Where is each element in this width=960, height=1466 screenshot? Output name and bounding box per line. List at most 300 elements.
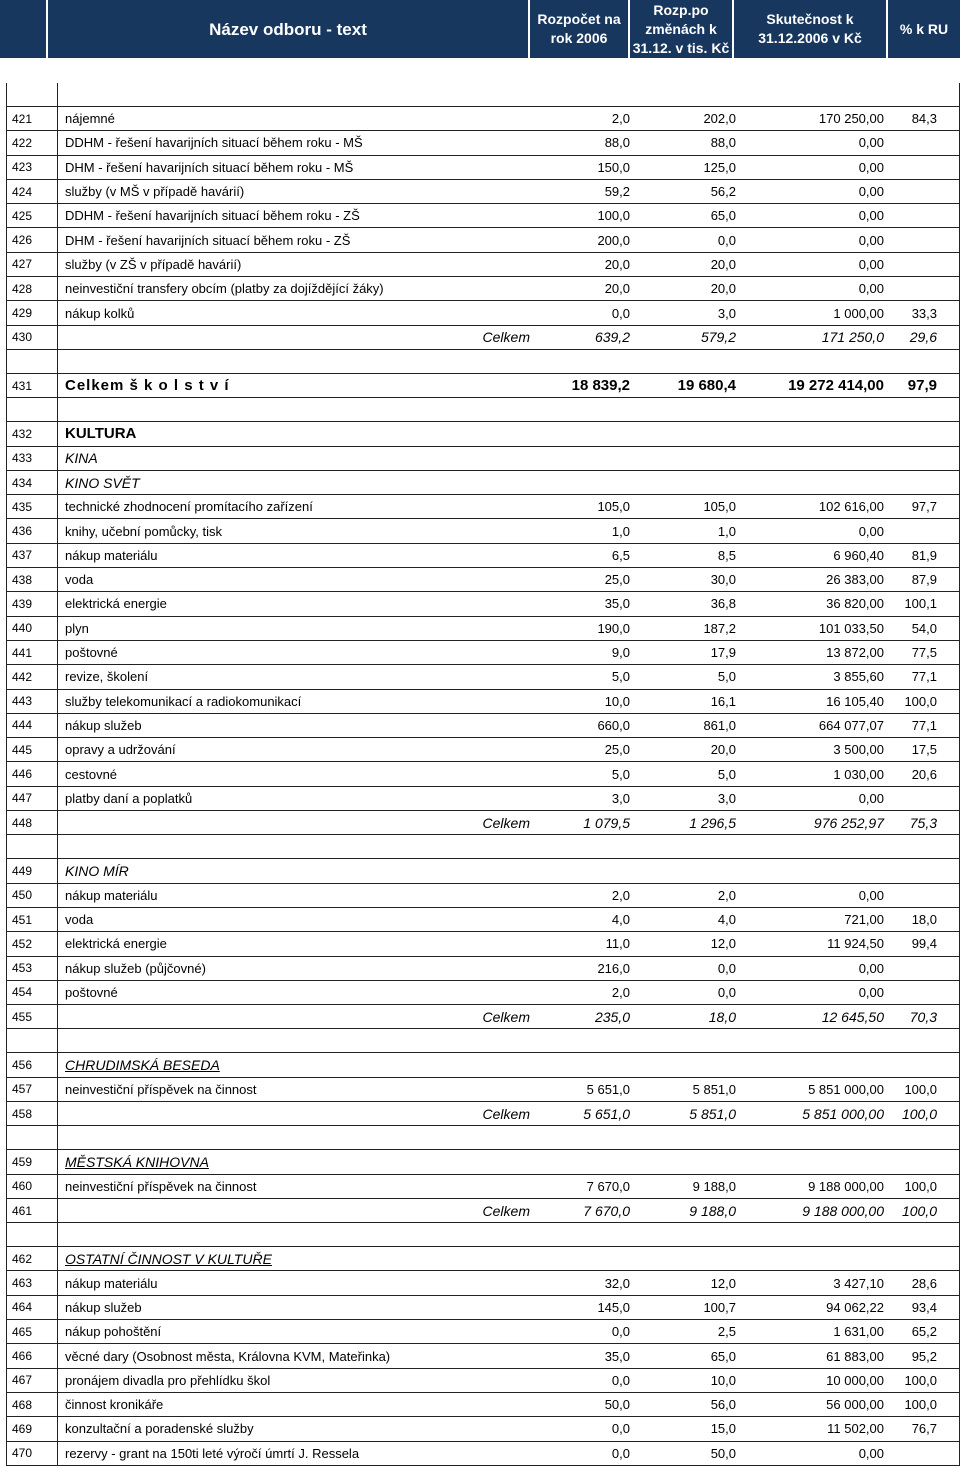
spacer-row — [6, 398, 960, 422]
row-number: 423 — [6, 156, 58, 180]
table-row — [6, 1078, 960, 1102]
header-revised-label: Rozp.po změnách k 31.12. v tis. Kč — [632, 1, 730, 56]
row-number: 430 — [6, 326, 58, 350]
row-number: 454 — [6, 981, 58, 1005]
actual-value: 0,00 — [739, 253, 887, 277]
row-name: nákup služeb — [58, 714, 532, 738]
budget-value: 216,0 — [532, 957, 633, 981]
budget-value: 9,0 — [532, 641, 633, 665]
table-header — [0, 0, 960, 63]
actual-value — [739, 1029, 887, 1053]
table-row — [6, 180, 960, 204]
row-number: 451 — [6, 908, 58, 932]
revised-value — [633, 1029, 739, 1053]
row-name: KINO MÍR — [58, 859, 532, 883]
budget-value — [532, 447, 633, 471]
percent-value — [887, 884, 960, 908]
row-number: 452 — [6, 932, 58, 956]
budget-value: 0,0 — [532, 1369, 633, 1393]
revised-value: 30,0 — [633, 568, 739, 592]
table-row — [6, 107, 960, 131]
revised-value: 18,0 — [633, 1005, 739, 1029]
percent-value — [887, 422, 960, 446]
actual-value: 0,00 — [739, 180, 887, 204]
row-name: věcné dary (Osobnost města, Královna KVM, Mateřinka) — [58, 1344, 532, 1368]
total-row — [6, 1102, 960, 1126]
revised-value: 105,0 — [633, 495, 739, 519]
table-row — [6, 641, 960, 665]
revised-value: 20,0 — [633, 277, 739, 301]
table-row — [6, 1320, 960, 1344]
budget-value: 20,0 — [532, 277, 633, 301]
percent-value: 29,6 — [887, 326, 960, 350]
actual-value — [739, 350, 887, 374]
percent-value — [887, 859, 960, 883]
actual-value — [739, 1126, 887, 1150]
actual-value — [739, 1150, 887, 1174]
percent-value: 20,6 — [887, 762, 960, 786]
table-row — [6, 762, 960, 786]
actual-value: 1 030,00 — [739, 762, 887, 786]
budget-value — [532, 422, 633, 446]
actual-value: 0,00 — [739, 519, 887, 543]
percent-value — [887, 83, 960, 107]
row-name: opravy a udržování — [58, 738, 532, 762]
percent-value — [887, 228, 960, 252]
actual-value: 13 872,00 — [739, 641, 887, 665]
budget-value: 0,0 — [532, 1442, 633, 1466]
actual-value: 9 188 000,00 — [739, 1175, 887, 1199]
row-name: cestovné — [58, 762, 532, 786]
row-number: 445 — [6, 738, 58, 762]
budget-value: 0,0 — [532, 301, 633, 325]
revised-value: 1,0 — [633, 519, 739, 543]
actual-value: 1 000,00 — [739, 301, 887, 325]
budget-value: 150,0 — [532, 156, 633, 180]
actual-value — [739, 422, 887, 446]
header-revised — [630, 0, 734, 58]
budget-value: 50,0 — [532, 1393, 633, 1417]
revised-value: 65,0 — [633, 1344, 739, 1368]
budget-value — [532, 471, 633, 495]
revised-value — [633, 1247, 739, 1271]
table-row — [6, 1344, 960, 1368]
revised-value: 16,1 — [633, 690, 739, 714]
budget-value: 145,0 — [532, 1296, 633, 1320]
actual-value — [739, 83, 887, 107]
row-number: 426 — [6, 228, 58, 252]
actual-value: 10 000,00 — [739, 1369, 887, 1393]
budget-value: 5,0 — [532, 665, 633, 689]
percent-value — [887, 1029, 960, 1053]
row-number: 457 — [6, 1078, 58, 1102]
row-name: KULTURA — [58, 422, 532, 446]
budget-value — [532, 83, 633, 107]
row-name — [58, 1029, 532, 1053]
revised-value — [633, 398, 739, 422]
row-name: nákup materiálu — [58, 1271, 532, 1295]
row-name: Celkem — [58, 326, 532, 350]
budget-value: 10,0 — [532, 690, 633, 714]
row-name: nájemné — [58, 107, 532, 131]
row-name: KINO SVĚT — [58, 471, 532, 495]
revised-value: 2,5 — [633, 1320, 739, 1344]
budget-value: 235,0 — [532, 1005, 633, 1029]
row-number: 443 — [6, 690, 58, 714]
table-row — [6, 787, 960, 811]
actual-value: 101 033,50 — [739, 617, 887, 641]
budget-value: 660,0 — [532, 714, 633, 738]
actual-value: 3 500,00 — [739, 738, 887, 762]
row-number — [6, 398, 58, 422]
actual-value: 1 631,00 — [739, 1320, 887, 1344]
row-number: 470 — [6, 1442, 58, 1466]
percent-value: 28,6 — [887, 1271, 960, 1295]
actual-value: 664 077,07 — [739, 714, 887, 738]
row-name — [58, 835, 532, 859]
table-row — [6, 277, 960, 301]
percent-value — [887, 277, 960, 301]
budget-value: 1,0 — [532, 519, 633, 543]
revised-value — [633, 1126, 739, 1150]
total-row — [6, 326, 960, 350]
table-row — [6, 1393, 960, 1417]
actual-value: 0,00 — [739, 131, 887, 155]
table-row — [6, 422, 960, 446]
actual-value: 0,00 — [739, 981, 887, 1005]
row-number: 433 — [6, 447, 58, 471]
row-number: 446 — [6, 762, 58, 786]
actual-value: 0,00 — [739, 787, 887, 811]
row-name: voda — [58, 908, 532, 932]
row-number: 431 — [6, 374, 58, 398]
actual-value: 0,00 — [739, 277, 887, 301]
header-name-label: Název odboru - text — [209, 19, 367, 39]
row-name: neinvestiční transfery obcím (platby za dojíždějící žáky) — [58, 277, 532, 301]
actual-value: 170 250,00 — [739, 107, 887, 131]
actual-value: 6 960,40 — [739, 544, 887, 568]
budget-value: 5 651,0 — [532, 1078, 633, 1102]
revised-value: 65,0 — [633, 204, 739, 228]
budget-value — [532, 835, 633, 859]
row-number: 463 — [6, 1271, 58, 1295]
percent-value — [887, 1150, 960, 1174]
budget-value — [532, 350, 633, 374]
row-number: 421 — [6, 107, 58, 131]
revised-value: 9 188,0 — [633, 1175, 739, 1199]
budget-value — [532, 1029, 633, 1053]
row-number: 453 — [6, 957, 58, 981]
row-number: 464 — [6, 1296, 58, 1320]
revised-value — [633, 350, 739, 374]
budget-value — [532, 1247, 633, 1271]
budget-value: 35,0 — [532, 1344, 633, 1368]
budget-value: 88,0 — [532, 131, 633, 155]
percent-value: 97,9 — [887, 374, 960, 398]
percent-value — [887, 180, 960, 204]
revised-value — [633, 1053, 739, 1077]
table-row — [6, 738, 960, 762]
row-number: 450 — [6, 884, 58, 908]
actual-value — [739, 859, 887, 883]
row-number: 461 — [6, 1199, 58, 1223]
percent-value: 84,3 — [887, 107, 960, 131]
row-name: DHM - řešení havarijních situací během roku - ZŠ — [58, 228, 532, 252]
actual-value: 26 383,00 — [739, 568, 887, 592]
budget-value — [532, 1126, 633, 1150]
row-number: 466 — [6, 1344, 58, 1368]
budget-value: 18 839,2 — [532, 374, 633, 398]
budget-value: 7 670,0 — [532, 1175, 633, 1199]
header-percent — [888, 0, 960, 58]
revised-value: 12,0 — [633, 1271, 739, 1295]
row-number: 462 — [6, 1247, 58, 1271]
row-name: pronájem divadla pro přehlídku škol — [58, 1369, 532, 1393]
row-number — [6, 1029, 58, 1053]
table-row — [6, 714, 960, 738]
budget-value — [532, 398, 633, 422]
revised-value: 10,0 — [633, 1369, 739, 1393]
actual-value: 0,00 — [739, 884, 887, 908]
row-number — [6, 1223, 58, 1247]
row-number: 436 — [6, 519, 58, 543]
actual-value: 102 616,00 — [739, 495, 887, 519]
budget-value: 0,0 — [532, 1320, 633, 1344]
row-number: 469 — [6, 1417, 58, 1441]
header-actual — [734, 0, 888, 58]
budget-value: 2,0 — [532, 884, 633, 908]
row-name: neinvestiční příspěvek na činnost — [58, 1078, 532, 1102]
revised-value: 0,0 — [633, 957, 739, 981]
row-number: 442 — [6, 665, 58, 689]
row-number: 439 — [6, 592, 58, 616]
actual-value: 3 855,60 — [739, 665, 887, 689]
revised-value: 9 188,0 — [633, 1199, 739, 1223]
percent-value: 100,0 — [887, 1102, 960, 1126]
table-row — [6, 932, 960, 956]
revised-value: 88,0 — [633, 131, 739, 155]
percent-value: 95,2 — [887, 1344, 960, 1368]
revised-value: 20,0 — [633, 738, 739, 762]
actual-value — [739, 471, 887, 495]
total-row — [6, 1199, 960, 1223]
total-row — [6, 1005, 960, 1029]
percent-value — [887, 519, 960, 543]
percent-value: 100,0 — [887, 1393, 960, 1417]
table-row — [6, 908, 960, 932]
row-name: technické zhodnocení promítacího zařízení — [58, 495, 532, 519]
percent-value: 100,1 — [887, 592, 960, 616]
percent-value — [887, 204, 960, 228]
percent-value: 33,3 — [887, 301, 960, 325]
actual-value: 16 105,40 — [739, 690, 887, 714]
row-number — [6, 835, 58, 859]
table-row — [6, 131, 960, 155]
revised-value — [633, 859, 739, 883]
revised-value: 187,2 — [633, 617, 739, 641]
row-number — [6, 350, 58, 374]
budget-value — [532, 1053, 633, 1077]
budget-value: 639,2 — [532, 326, 633, 350]
percent-value: 99,4 — [887, 932, 960, 956]
row-name: platby daní a poplatků — [58, 787, 532, 811]
row-name: Celkem — [58, 1005, 532, 1029]
revised-value: 56,0 — [633, 1393, 739, 1417]
percent-value: 100,0 — [887, 1369, 960, 1393]
row-name: služby (v ZŠ v případě havárií) — [58, 253, 532, 277]
revised-value: 5,0 — [633, 665, 739, 689]
row-name: Celkem — [58, 1199, 532, 1223]
budget-value — [532, 859, 633, 883]
percent-value — [887, 156, 960, 180]
budget-value: 20,0 — [532, 253, 633, 277]
percent-value — [887, 471, 960, 495]
actual-value — [739, 1053, 887, 1077]
revised-value: 0,0 — [633, 981, 739, 1005]
percent-value: 87,9 — [887, 568, 960, 592]
row-name: Celkem — [58, 811, 532, 835]
table-row — [6, 1247, 960, 1271]
revised-value: 50,0 — [633, 1442, 739, 1466]
header-name — [48, 0, 530, 58]
row-number: 458 — [6, 1102, 58, 1126]
header-percent-label: % k RU — [899, 20, 949, 37]
actual-value: 9 188 000,00 — [739, 1199, 887, 1223]
table-row — [6, 690, 960, 714]
row-number: 448 — [6, 811, 58, 835]
row-name: KINA — [58, 447, 532, 471]
row-name: knihy, učební pomůcky, tisk — [58, 519, 532, 543]
revised-value: 1 296,5 — [633, 811, 739, 835]
revised-value — [633, 471, 739, 495]
row-name: nákup materiálu — [58, 884, 532, 908]
spacer-row — [6, 83, 960, 107]
spacer-row — [6, 350, 960, 374]
table-row — [6, 884, 960, 908]
header-actual-label: Skutečnost k 31.12.2006 v Kč — [758, 11, 862, 46]
row-name: elektrická energie — [58, 932, 532, 956]
budget-value — [532, 1150, 633, 1174]
row-number: 467 — [6, 1369, 58, 1393]
table-row — [6, 1417, 960, 1441]
budget-value: 5,0 — [532, 762, 633, 786]
budget-value: 5 651,0 — [532, 1102, 633, 1126]
row-name: voda — [58, 568, 532, 592]
actual-value: 12 645,50 — [739, 1005, 887, 1029]
actual-value: 61 883,00 — [739, 1344, 887, 1368]
spacer-row — [6, 1223, 960, 1247]
table-row — [6, 1369, 960, 1393]
row-number: 455 — [6, 1005, 58, 1029]
row-number: 447 — [6, 787, 58, 811]
row-name: nákup pohoštění — [58, 1320, 532, 1344]
revised-value: 2,0 — [633, 884, 739, 908]
percent-value: 100,0 — [887, 1199, 960, 1223]
table-row — [6, 957, 960, 981]
actual-value: 94 062,22 — [739, 1296, 887, 1320]
actual-value: 19 272 414,00 — [739, 374, 887, 398]
percent-value — [887, 131, 960, 155]
revised-value: 3,0 — [633, 787, 739, 811]
row-name: neinvestiční příspěvek na činnost — [58, 1175, 532, 1199]
row-number: 428 — [6, 277, 58, 301]
table-row — [6, 1271, 960, 1295]
actual-value: 5 851 000,00 — [739, 1078, 887, 1102]
spacer-row — [6, 1126, 960, 1150]
row-name — [58, 1223, 532, 1247]
budget-value: 3,0 — [532, 787, 633, 811]
percent-value — [887, 447, 960, 471]
revised-value: 202,0 — [633, 107, 739, 131]
percent-value: 100,0 — [887, 690, 960, 714]
row-name: elektrická energie — [58, 592, 532, 616]
budget-table — [6, 83, 960, 1466]
spacer-row — [6, 835, 960, 859]
budget-value: 25,0 — [532, 738, 633, 762]
actual-value — [739, 398, 887, 422]
row-number — [6, 83, 58, 107]
budget-value: 2,0 — [532, 107, 633, 131]
table-row — [6, 665, 960, 689]
budget-value: 32,0 — [532, 1271, 633, 1295]
revised-value: 20,0 — [633, 253, 739, 277]
revised-value: 15,0 — [633, 1417, 739, 1441]
budget-value: 11,0 — [532, 932, 633, 956]
total-row — [6, 374, 960, 398]
percent-value: 100,0 — [887, 1078, 960, 1102]
revised-value: 17,9 — [633, 641, 739, 665]
row-name: nákup služeb — [58, 1296, 532, 1320]
row-number: 441 — [6, 641, 58, 665]
percent-value — [887, 981, 960, 1005]
row-name: služby (v MŠ v případě havárií) — [58, 180, 532, 204]
revised-value: 579,2 — [633, 326, 739, 350]
revised-value — [633, 447, 739, 471]
percent-value — [887, 1223, 960, 1247]
actual-value: 0,00 — [739, 156, 887, 180]
header-budget-label: Rozpočet na rok 2006 — [537, 11, 621, 46]
budget-value — [532, 1223, 633, 1247]
table-row — [6, 981, 960, 1005]
actual-value: 11 502,00 — [739, 1417, 887, 1441]
row-number: 465 — [6, 1320, 58, 1344]
percent-value — [887, 957, 960, 981]
table-row — [6, 471, 960, 495]
budget-value: 105,0 — [532, 495, 633, 519]
actual-value: 0,00 — [739, 228, 887, 252]
row-name: Celkem š k o l s t v í — [58, 374, 532, 398]
revised-value — [633, 1223, 739, 1247]
table-row — [6, 495, 960, 519]
row-name: činnost kronikáře — [58, 1393, 532, 1417]
percent-value: 77,1 — [887, 714, 960, 738]
row-name — [58, 1126, 532, 1150]
row-number: 437 — [6, 544, 58, 568]
percent-value — [887, 398, 960, 422]
budget-value: 190,0 — [532, 617, 633, 641]
revised-value — [633, 422, 739, 446]
revised-value: 5 851,0 — [633, 1102, 739, 1126]
actual-value: 721,00 — [739, 908, 887, 932]
spacer-row — [6, 1029, 960, 1053]
percent-value: 18,0 — [887, 908, 960, 932]
actual-value — [739, 447, 887, 471]
budget-value: 4,0 — [532, 908, 633, 932]
budget-value: 1 079,5 — [532, 811, 633, 835]
percent-value: 76,7 — [887, 1417, 960, 1441]
percent-value — [887, 1053, 960, 1077]
row-number: 434 — [6, 471, 58, 495]
